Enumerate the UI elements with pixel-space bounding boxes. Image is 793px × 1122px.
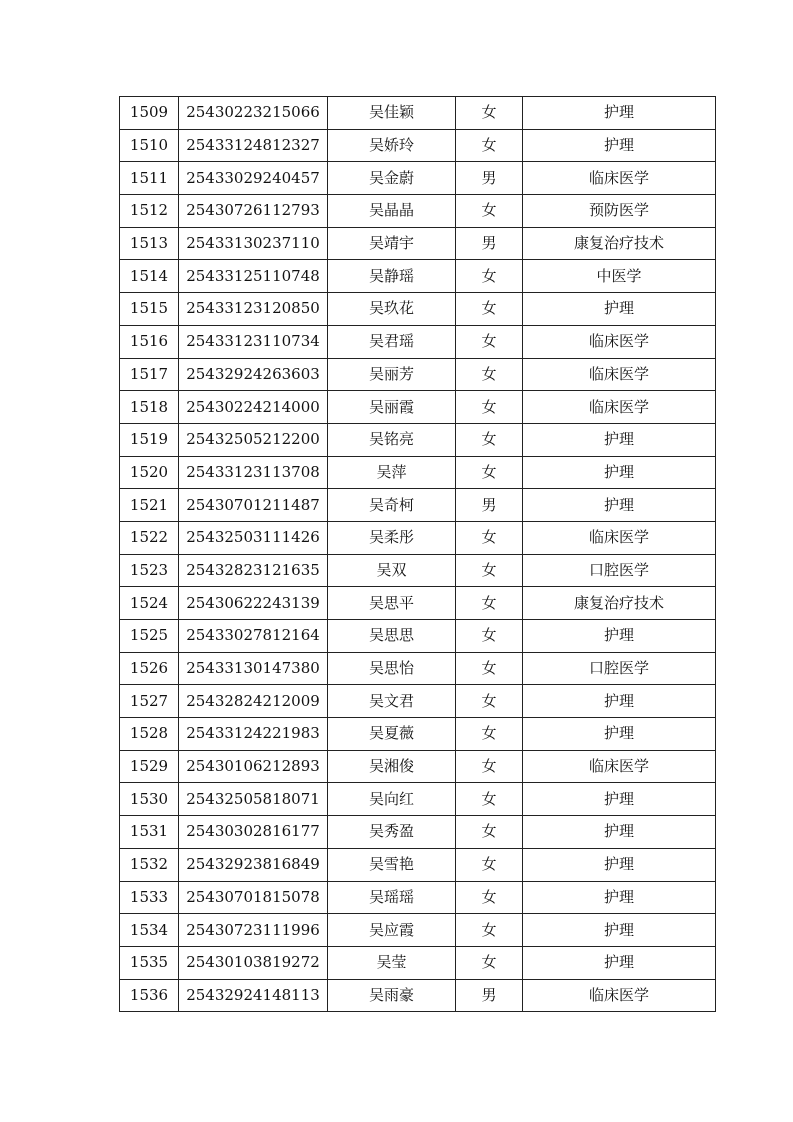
major-cell: 护理 [523,489,716,522]
major-cell: 护理 [523,456,716,489]
major-cell: 临床医学 [523,521,716,554]
candidate-id-cell: 25432924148113 [179,979,328,1012]
major-cell: 口腔医学 [523,652,716,685]
row-number-cell: 1522 [120,521,179,554]
candidate-id-cell: 25433123110734 [179,325,328,358]
student-name-cell: 吴君瑶 [328,325,456,358]
row-number-cell: 1533 [120,881,179,914]
major-cell: 临床医学 [523,979,716,1012]
table-row [120,848,716,881]
table-row [120,554,716,587]
gender-cell: 男 [456,979,523,1012]
candidate-id-cell: 25430223215066 [179,97,328,130]
candidate-id-cell: 25433125110748 [179,260,328,293]
gender-cell: 女 [456,783,523,816]
candidate-id-cell: 25433130147380 [179,652,328,685]
candidate-id-cell: 25432505212200 [179,423,328,456]
major-cell: 护理 [523,914,716,947]
major-cell: 临床医学 [523,358,716,391]
student-name-cell: 吴思平 [328,587,456,620]
table-row [120,979,716,1012]
candidate-id-cell: 25433123113708 [179,456,328,489]
candidate-id-cell: 25430103819272 [179,946,328,979]
major-cell: 护理 [523,848,716,881]
major-cell: 临床医学 [523,391,716,424]
student-name-cell: 吴瑶瑶 [328,881,456,914]
student-name-cell: 吴柔彤 [328,521,456,554]
gender-cell: 男 [456,162,523,195]
candidate-id-cell: 25430723111996 [179,914,328,947]
table-row [120,293,716,326]
major-cell: 临床医学 [523,750,716,783]
student-name-cell: 吴湘俊 [328,750,456,783]
row-number-cell: 1531 [120,816,179,849]
gender-cell: 女 [456,195,523,228]
major-cell: 预防医学 [523,195,716,228]
row-number-cell: 1521 [120,489,179,522]
table-row [120,489,716,522]
table-row [120,97,716,130]
student-name-cell: 吴铭亮 [328,423,456,456]
gender-cell: 女 [456,848,523,881]
table-row [120,521,716,554]
gender-cell: 女 [456,587,523,620]
row-number-cell: 1523 [120,554,179,587]
candidate-id-cell: 25430701211487 [179,489,328,522]
candidate-id-cell: 25432824212009 [179,685,328,718]
gender-cell: 女 [456,260,523,293]
gender-cell: 女 [456,391,523,424]
row-number-cell: 1525 [120,620,179,653]
candidate-id-cell: 25430701815078 [179,881,328,914]
student-name-cell: 吴夏薇 [328,718,456,751]
row-number-cell: 1519 [120,423,179,456]
student-name-cell: 吴萍 [328,456,456,489]
student-name-cell: 吴双 [328,554,456,587]
row-number-cell: 1528 [120,718,179,751]
major-cell: 护理 [523,129,716,162]
gender-cell: 女 [456,914,523,947]
table-row [120,260,716,293]
major-cell: 护理 [523,423,716,456]
candidate-id-cell: 25432505818071 [179,783,328,816]
major-cell: 中医学 [523,260,716,293]
student-name-cell: 吴丽霞 [328,391,456,424]
table-row [120,456,716,489]
student-name-cell: 吴佳颖 [328,97,456,130]
gender-cell: 女 [456,325,523,358]
table-row [120,129,716,162]
student-name-cell: 吴静瑶 [328,260,456,293]
row-number-cell: 1524 [120,587,179,620]
gender-cell: 女 [456,881,523,914]
table-row [120,946,716,979]
table-row [120,358,716,391]
student-name-cell: 吴晶晶 [328,195,456,228]
row-number-cell: 1529 [120,750,179,783]
major-cell: 护理 [523,783,716,816]
row-number-cell: 1532 [120,848,179,881]
table-row [120,391,716,424]
candidate-id-cell: 25432823121635 [179,554,328,587]
gender-cell: 女 [456,293,523,326]
student-name-cell: 吴应霞 [328,914,456,947]
row-number-cell: 1527 [120,685,179,718]
student-name-cell: 吴文君 [328,685,456,718]
candidate-id-cell: 25430622243139 [179,587,328,620]
gender-cell: 女 [456,718,523,751]
table-row [120,914,716,947]
roster-table-body [120,97,716,1012]
gender-cell: 男 [456,227,523,260]
table-row [120,750,716,783]
student-name-cell: 吴秀盈 [328,816,456,849]
table-row [120,587,716,620]
major-cell: 临床医学 [523,325,716,358]
candidate-id-cell: 25432923816849 [179,848,328,881]
row-number-cell: 1515 [120,293,179,326]
candidate-id-cell: 25430106212893 [179,750,328,783]
gender-cell: 女 [456,816,523,849]
roster-table [119,96,716,1012]
gender-cell: 男 [456,489,523,522]
major-cell: 康复治疗技术 [523,227,716,260]
row-number-cell: 1516 [120,325,179,358]
major-cell: 护理 [523,881,716,914]
major-cell: 临床医学 [523,162,716,195]
major-cell: 护理 [523,685,716,718]
row-number-cell: 1534 [120,914,179,947]
candidate-id-cell: 25432924263603 [179,358,328,391]
row-number-cell: 1518 [120,391,179,424]
table-row [120,162,716,195]
candidate-id-cell: 25433029240457 [179,162,328,195]
table-row [120,227,716,260]
gender-cell: 女 [456,750,523,783]
candidate-id-cell: 25433123120850 [179,293,328,326]
gender-cell: 女 [456,129,523,162]
major-cell: 护理 [523,293,716,326]
major-cell: 口腔医学 [523,554,716,587]
candidate-id-cell: 25432503111426 [179,521,328,554]
row-number-cell: 1512 [120,195,179,228]
candidate-id-cell: 25430224214000 [179,391,328,424]
table-row [120,620,716,653]
student-name-cell: 吴奇柯 [328,489,456,522]
row-number-cell: 1520 [120,456,179,489]
student-name-cell: 吴雪艳 [328,848,456,881]
student-name-cell: 吴丽芳 [328,358,456,391]
major-cell: 护理 [523,946,716,979]
student-name-cell: 吴思思 [328,620,456,653]
row-number-cell: 1510 [120,129,179,162]
student-name-cell: 吴思怡 [328,652,456,685]
candidate-id-cell: 25433124812327 [179,129,328,162]
gender-cell: 女 [456,620,523,653]
table-row [120,816,716,849]
row-number-cell: 1509 [120,97,179,130]
row-number-cell: 1514 [120,260,179,293]
major-cell: 康复治疗技术 [523,587,716,620]
gender-cell: 女 [456,521,523,554]
student-name-cell: 吴靖宇 [328,227,456,260]
gender-cell: 女 [456,423,523,456]
row-number-cell: 1530 [120,783,179,816]
row-number-cell: 1536 [120,979,179,1012]
table-row [120,783,716,816]
gender-cell: 女 [456,97,523,130]
gender-cell: 女 [456,685,523,718]
student-name-cell: 吴金蔚 [328,162,456,195]
gender-cell: 女 [456,358,523,391]
major-cell: 护理 [523,620,716,653]
row-number-cell: 1513 [120,227,179,260]
table-row [120,652,716,685]
row-number-cell: 1526 [120,652,179,685]
student-name-cell: 吴向红 [328,783,456,816]
candidate-id-cell: 25430302816177 [179,816,328,849]
table-row [120,423,716,456]
table-row [120,881,716,914]
student-name-cell: 吴娇玲 [328,129,456,162]
candidate-id-cell: 25433130237110 [179,227,328,260]
row-number-cell: 1517 [120,358,179,391]
candidate-id-cell: 25430726112793 [179,195,328,228]
table-row [120,685,716,718]
row-number-cell: 1535 [120,946,179,979]
gender-cell: 女 [456,652,523,685]
row-number-cell: 1511 [120,162,179,195]
gender-cell: 女 [456,554,523,587]
major-cell: 护理 [523,816,716,849]
student-name-cell: 吴雨豪 [328,979,456,1012]
major-cell: 护理 [523,97,716,130]
gender-cell: 女 [456,456,523,489]
major-cell: 护理 [523,718,716,751]
candidate-id-cell: 25433027812164 [179,620,328,653]
student-name-cell: 吴莹 [328,946,456,979]
gender-cell: 女 [456,946,523,979]
table-row [120,325,716,358]
candidate-id-cell: 25433124221983 [179,718,328,751]
student-name-cell: 吴玖花 [328,293,456,326]
table-row [120,718,716,751]
table-row [120,195,716,228]
